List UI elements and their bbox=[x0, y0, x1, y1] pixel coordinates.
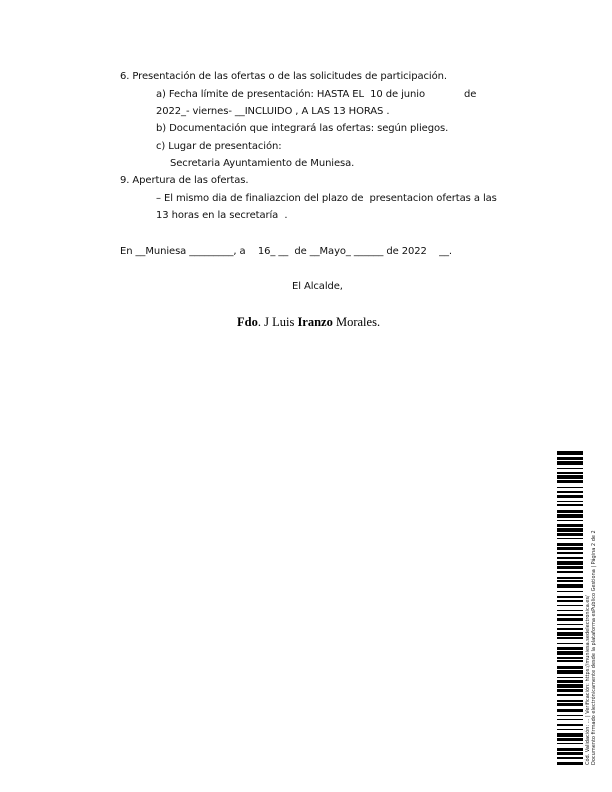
section-9-heading: 9. Apertura de las ofertas. bbox=[120, 175, 249, 186]
verification-barcode bbox=[557, 451, 583, 765]
section-6-item-a-line1-tail: de bbox=[464, 89, 477, 100]
barcode-bar bbox=[557, 762, 583, 765]
section-6-item-c-value: Secretaria Ayuntamiento de Muniesa. bbox=[170, 158, 355, 169]
signature-name bbox=[237, 315, 380, 329]
place-date-line: En __Muniesa _________, a 16_ __ de __Mayo_ ______ de 2022 __. bbox=[120, 246, 452, 257]
section-9-line2: 13 horas en la secretaría . bbox=[156, 210, 288, 221]
section-6-heading: 6. Presentación de las ofertas o de las solicitudes de participación. bbox=[120, 71, 447, 82]
signature-role: El Alcalde, bbox=[292, 281, 343, 292]
section-6-item-b: b) Documentación que integrará las ofertas: según pliegos. bbox=[156, 123, 449, 134]
section-6-item-a-line2: 2022_- viernes- __INCLUIDO , A LAS 13 HORAS . bbox=[156, 106, 390, 117]
esign-platform-text: Documento firmado electrónicamente desde la plataforma esPublico Gestiona | Página 2 de 2 bbox=[591, 530, 597, 765]
signature-name-part2: Morales. bbox=[332, 315, 381, 329]
section-6-item-c: c) Lugar de presentación: bbox=[156, 141, 282, 152]
section-6-item-a-line1: a) Fecha límite de presentación: HASTA EL 10 de junio bbox=[156, 89, 425, 100]
signature-name-part1: . J Luis bbox=[257, 315, 298, 329]
signature-fdo: Fdo bbox=[237, 315, 258, 329]
section-9-line1: – El mismo dia de finaliazcion del plazo de presentacion ofertas a las bbox=[156, 193, 497, 204]
signature-name-bold: Iranzo bbox=[297, 315, 333, 329]
verification-code-text: Cód. Validación: ... | Verificación: https://muniesa.sedelectronica.es/ bbox=[585, 595, 591, 765]
